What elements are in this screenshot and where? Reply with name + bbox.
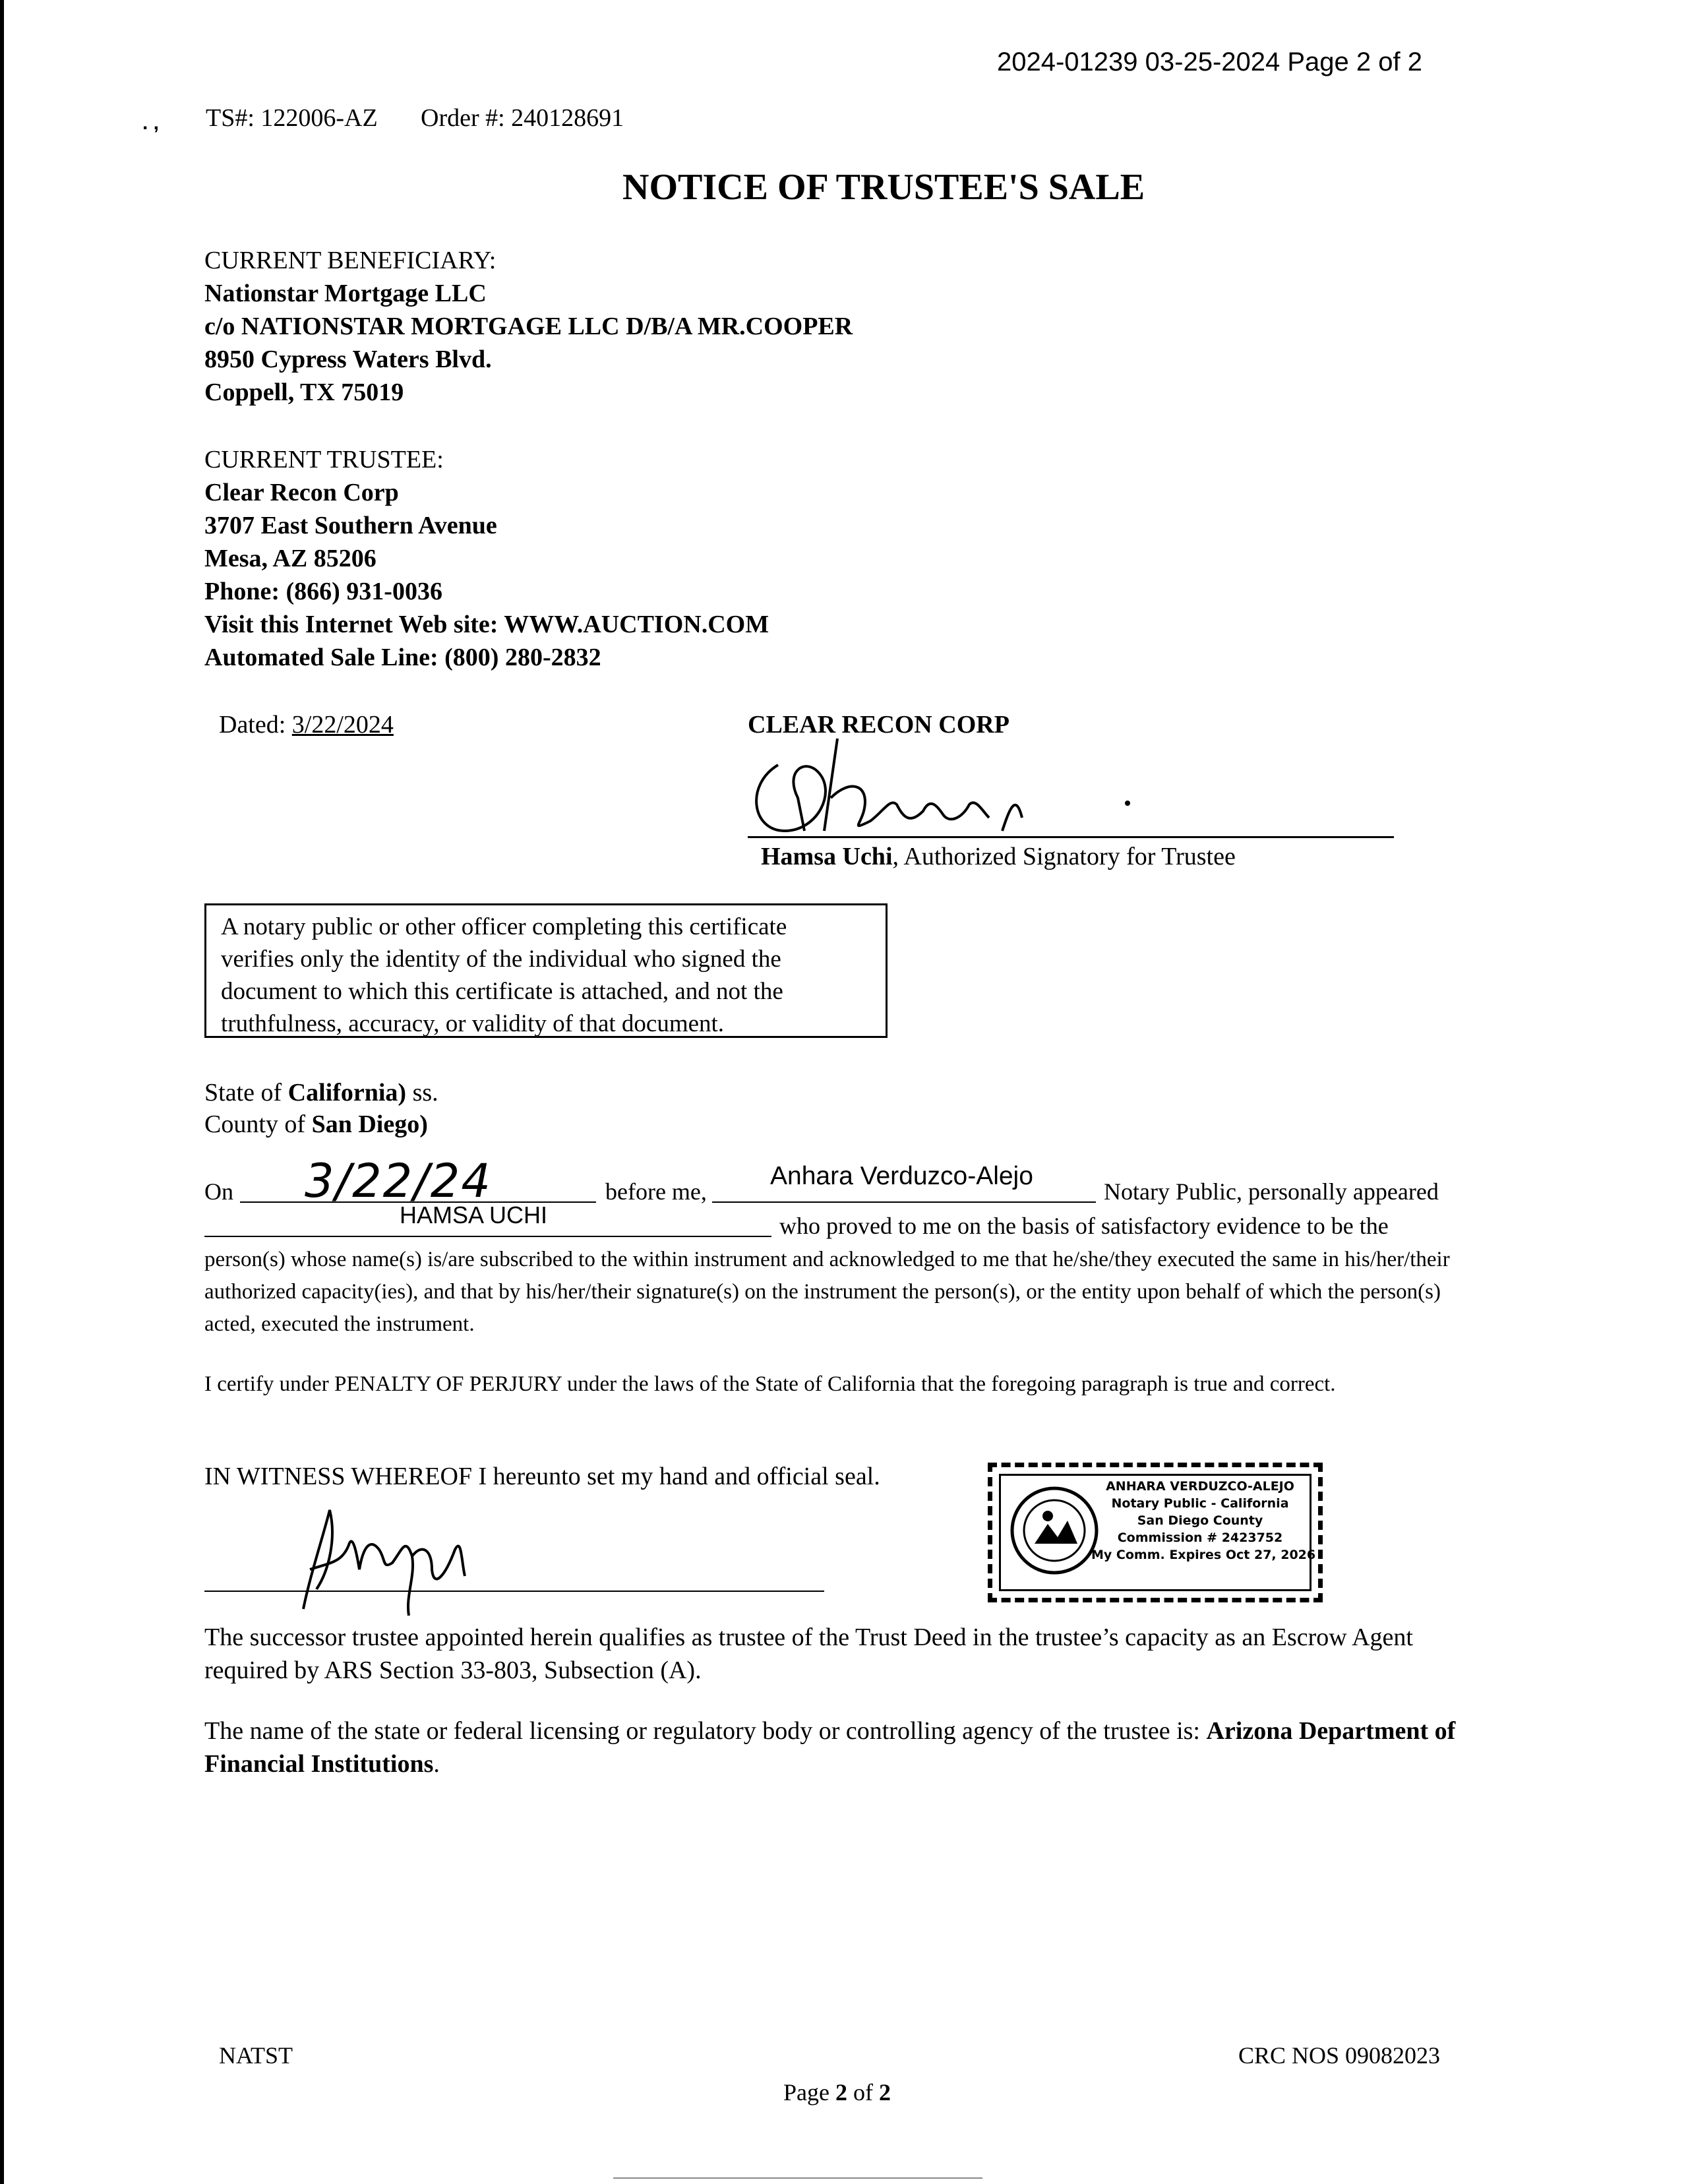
stamp-line: My Comm. Expires Oct 27, 2026 xyxy=(1091,1548,1316,1562)
trustee-website: Visit this Internet Web site: WWW.AUCTION.COM xyxy=(204,611,769,638)
ss-label: ss. xyxy=(406,1079,438,1107)
licensing-agency-statement xyxy=(204,1714,1484,1780)
page-current: 2 xyxy=(835,2079,847,2106)
handwritten-date: 3/22/24 xyxy=(305,1154,492,1208)
page-total: 2 xyxy=(878,2079,891,2106)
state-value: California) xyxy=(287,1079,407,1107)
dated-label: Dated: xyxy=(219,711,292,739)
trustee-signature xyxy=(738,732,1134,844)
notary-disclaimer-box xyxy=(204,903,888,1038)
state-label: State of xyxy=(204,1079,288,1107)
footer-left-code: NATST xyxy=(219,2042,293,2069)
signer-company: CLEAR RECON CORP xyxy=(748,711,1010,739)
disclaimer-line: A notary public or other officer completing this certificate xyxy=(221,913,787,940)
order-number: Order #: 240128691 xyxy=(421,104,624,132)
trustee-heading: CURRENT TRUSTEE: xyxy=(204,446,444,473)
beneficiary-line: 8950 Cypress Waters Blvd. xyxy=(204,346,492,373)
notary-name-line xyxy=(712,1201,1096,1203)
signer-title: , Authorized Signatory for Trustee xyxy=(892,843,1236,870)
appeared-name-line xyxy=(204,1236,771,1237)
footer-right-code: CRC NOS 09082023 xyxy=(1238,2042,1441,2069)
dated-value: 3/22/2024 xyxy=(291,711,394,739)
beneficiary-line: c/o NATIONSTAR MORTGAGE LLC D/B/A MR.COOPER xyxy=(204,313,853,340)
page-mid: of xyxy=(847,2079,879,2106)
county-label: County of xyxy=(204,1110,312,1138)
agency-prefix: The name of the state or federal licensing or regulatory body or controlling agency of the trustee is: xyxy=(204,1717,1207,1745)
trustee-line: Mesa, AZ 85206 xyxy=(204,545,377,572)
disclaimer-line: document to which this certificate is attached, and not the xyxy=(221,978,783,1005)
bottom-scan-line xyxy=(613,2177,982,2179)
trustee-line: 3707 East Southern Avenue xyxy=(204,512,497,539)
notary-disclaimer-text xyxy=(221,911,787,1040)
stamp-line: ANHARA VERDUZCO-ALEJO xyxy=(1106,1479,1294,1494)
state-seal-icon xyxy=(1008,1484,1100,1577)
beneficiary-line: Coppell, TX 75019 xyxy=(204,379,404,406)
page-number xyxy=(783,2077,891,2108)
stamp-line: Notary Public - California xyxy=(1111,1496,1289,1511)
stamp-text xyxy=(1091,1478,1316,1563)
disclaimer-line: truthfulness, accuracy, or validity of that document. xyxy=(221,1010,725,1037)
dated-line xyxy=(219,708,394,741)
acknowledgment-body: person(s) whose name(s) is/are subscribed to the within instrument and acknowledged to me that he/she/they executed the same in his/her/their authorized capacity(ies), and that by his/her/their signature(s) on the instrument the person(s), or the entity upon behalf of which the person(s) acted, executed the instrument. xyxy=(204,1248,1450,1336)
witness-statement: IN WITNESS WHEREOF I hereunto set my hand and official seal. xyxy=(204,1463,880,1490)
recording-info: 2024-01239 03-25-2024 Page 2 of 2 xyxy=(997,47,1422,76)
notary-name: Anhara Verduzco-Alejo xyxy=(770,1162,1033,1190)
county-line xyxy=(204,1108,428,1141)
signer-caption xyxy=(761,840,1236,873)
successor-trustee-statement: The successor trustee appointed herein qualifies as trustee of the Trust Deed in the trustee’s capacity as an Escrow Agent required by ARS Section 33-803, Subsection (A). xyxy=(204,1623,1413,1684)
ts-number: TS#: 122006-AZ xyxy=(206,104,378,132)
proved-text: who proved to me on the basis of satisfactory evidence to be the xyxy=(779,1213,1389,1239)
beneficiary-heading: CURRENT BENEFICIARY: xyxy=(204,247,497,274)
signer-name: Hamsa Uchi xyxy=(761,843,893,870)
county-value: San Diego) xyxy=(311,1110,428,1138)
scan-marks: . , xyxy=(142,112,160,134)
agency-suffix: . xyxy=(433,1750,440,1778)
state-line xyxy=(204,1076,438,1109)
signature-line xyxy=(748,836,1394,838)
agency-name: Arizona Department of Financial Institutions xyxy=(204,1717,1456,1778)
before-me-label: before me, xyxy=(605,1178,707,1205)
appeared-name: HAMSA UCHI xyxy=(400,1201,548,1228)
notary-stamp xyxy=(988,1463,1323,1602)
scan-edge xyxy=(0,0,4,2184)
beneficiary-line: Nationstar Mortgage LLC xyxy=(204,280,487,307)
trustee-sale-line: Automated Sale Line: (800) 280-2832 xyxy=(204,644,601,671)
notary-signature xyxy=(264,1497,475,1622)
notary-signature-line xyxy=(204,1591,824,1592)
on-label: On xyxy=(204,1178,233,1205)
document-title: NOTICE OF TRUSTEE'S SALE xyxy=(622,167,1145,208)
stamp-line: San Diego County xyxy=(1137,1513,1263,1528)
perjury-statement: I certify under PENALTY OF PERJURY under the laws of the State of California that the foregoing paragraph is true and correct. xyxy=(204,1372,1336,1396)
trustee-phone: Phone: (866) 931-0036 xyxy=(204,578,442,605)
notary-public-text: Notary Public, personally appeared xyxy=(1104,1178,1439,1205)
stamp-line: Commission # 2423752 xyxy=(1117,1531,1283,1545)
trustee-line: Clear Recon Corp xyxy=(204,479,399,506)
page-prefix: Page xyxy=(783,2079,835,2106)
disclaimer-line: verifies only the identity of the individual who signed the xyxy=(221,946,781,973)
